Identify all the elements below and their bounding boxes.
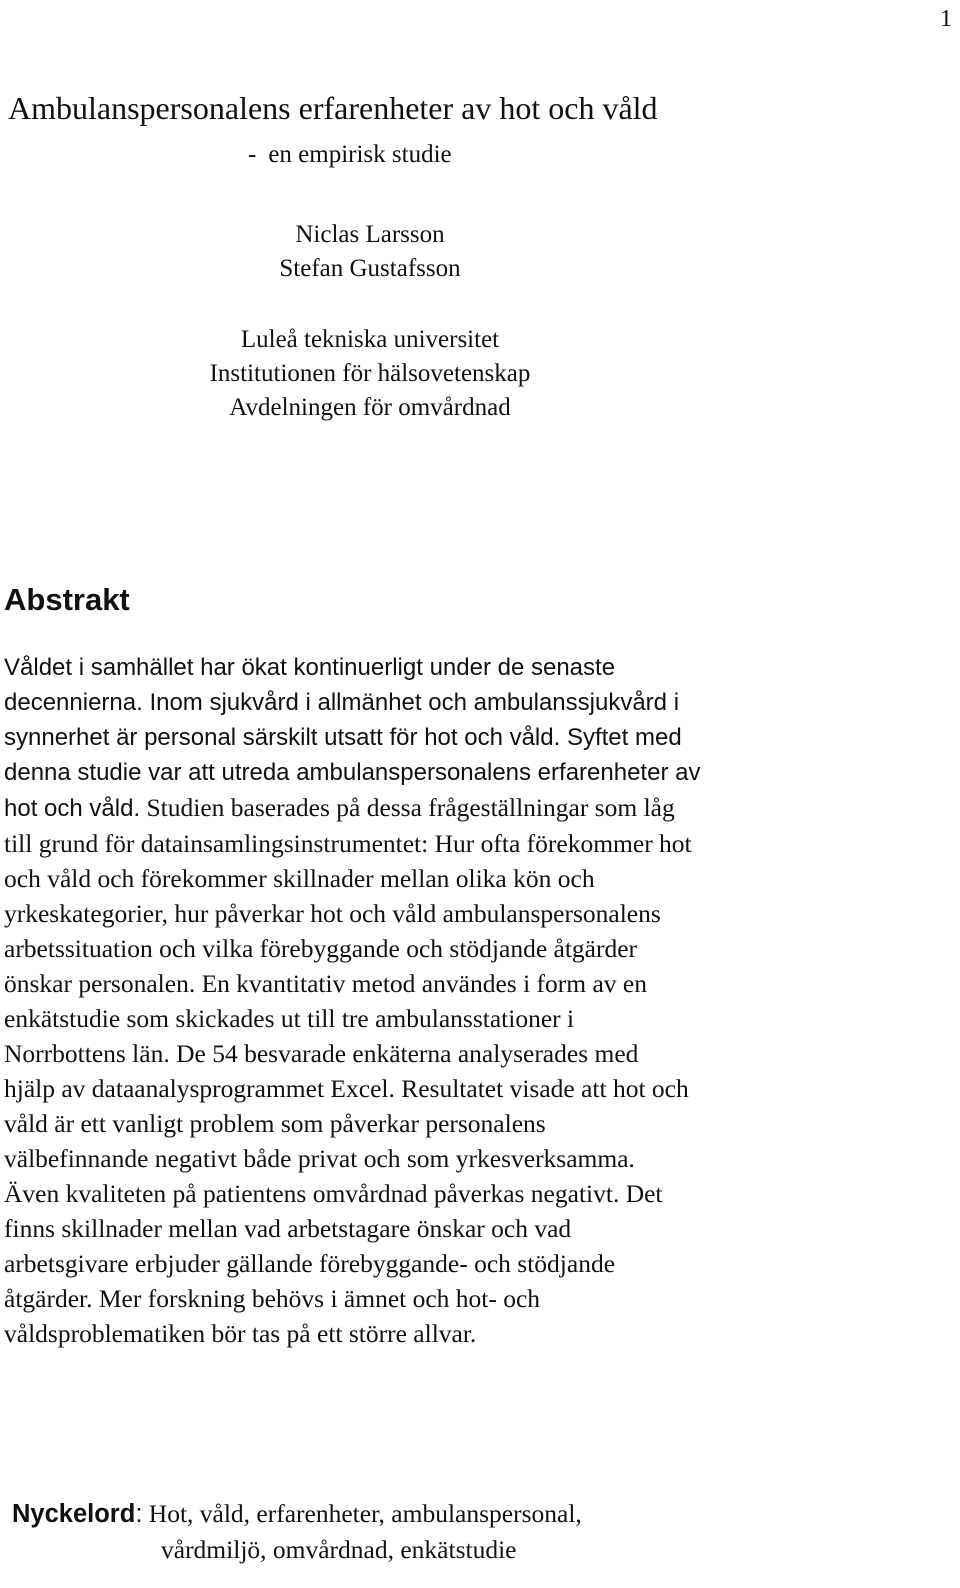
abstract-line: välbefinnande negativt både privat och som yrkesverksamma. xyxy=(4,1144,635,1173)
abstract-line: och våld och förekommer skillnader mellan olika kön och xyxy=(4,864,595,893)
abstract-line: till grund för datainsamlingsinstrumentet: Hur ofta förekommer hot xyxy=(4,829,692,858)
keywords-list: Hot, våld, erfarenheter, ambulanspersonal, xyxy=(142,1499,582,1528)
keywords-label: Nyckelord xyxy=(12,1500,136,1528)
abstract-line: Våldet i samhället har ökat kontinuerligt under de senaste xyxy=(4,654,616,681)
keywords-block xyxy=(12,1496,832,1568)
abstract-line xyxy=(4,790,824,826)
abstract-line: arbetsgivare erbjuder gällande förebyggande- och stödjande xyxy=(4,1249,616,1278)
affiliation-block xyxy=(0,323,740,425)
abstract-line: arbetssituation och vilka förebyggande och stödjande åtgärder xyxy=(4,934,638,963)
document-subtitle xyxy=(248,138,452,172)
author-list xyxy=(0,218,740,286)
abstract-line: synnerhet är personal särskilt utsatt för hot och våld. Syftet med xyxy=(4,724,682,751)
abstract-line: våldsproblematiken bör tas på ett större allvar. xyxy=(4,1319,477,1348)
abstract-line: åtgärder. Mer forskning behövs i ämnet och hot- och xyxy=(4,1284,541,1313)
subtitle-dash: - xyxy=(248,141,257,168)
author-name: Niclas Larsson xyxy=(295,221,445,248)
abstract-line: finns skillnader mellan vad arbetstagare önskar och vad xyxy=(4,1214,572,1243)
abstract-fragment: Studien baserades på dessa frågeställningar som låg xyxy=(140,793,675,822)
abstract-line: våld är ett vanligt problem som påverkar personalens xyxy=(4,1109,546,1138)
subtitle-text: en empirisk studie xyxy=(268,141,452,168)
abstract-heading: Abstrakt xyxy=(4,582,130,617)
department-name: Avdelningen för omvårdnad xyxy=(229,394,511,421)
abstract-line: yrkeskategorier, hur påverkar hot och våld ambulanspersonalens xyxy=(4,899,661,928)
keywords-list-continued: vårdmiljö, omvårdnad, enkätstudie xyxy=(161,1535,517,1564)
abstract-body xyxy=(4,650,824,1351)
abstract-line: enkätstudie som skickades ut till tre ambulansstationer i xyxy=(4,1004,575,1033)
abstract-line: decennierna. Inom sjukvård i allmänhet och ambulanssjukvård i xyxy=(4,689,680,716)
abstract-line: hjälp av dataanalysprogrammet Excel. Resultatet visade att hot och xyxy=(4,1074,689,1103)
keywords-colon: : xyxy=(135,1500,143,1528)
abstract-fragment: hot och våld. xyxy=(4,795,141,822)
abstract-line: Även kvaliteten på patientens omvårdnad påverkas negativt. Det xyxy=(4,1179,663,1208)
abstract-line: Norrbottens län. De 54 besvarade enkäterna analyserades med xyxy=(4,1039,639,1068)
page-number: 1 xyxy=(940,6,952,32)
keywords-line xyxy=(12,1496,832,1532)
author-name: Stefan Gustafsson xyxy=(279,255,461,282)
university-name: Luleå tekniska universitet xyxy=(240,326,500,353)
document-title: Ambulanspersonalens erfarenheter av hot och våld xyxy=(8,90,658,126)
abstract-line: denna studie var att utreda ambulanspersonalens erfarenheter av xyxy=(4,759,701,786)
abstract-line: önskar personalen. En kvantitativ metod användes i form av en xyxy=(4,969,647,998)
institution-name: Institutionen för hälsovetenskap xyxy=(209,360,531,387)
